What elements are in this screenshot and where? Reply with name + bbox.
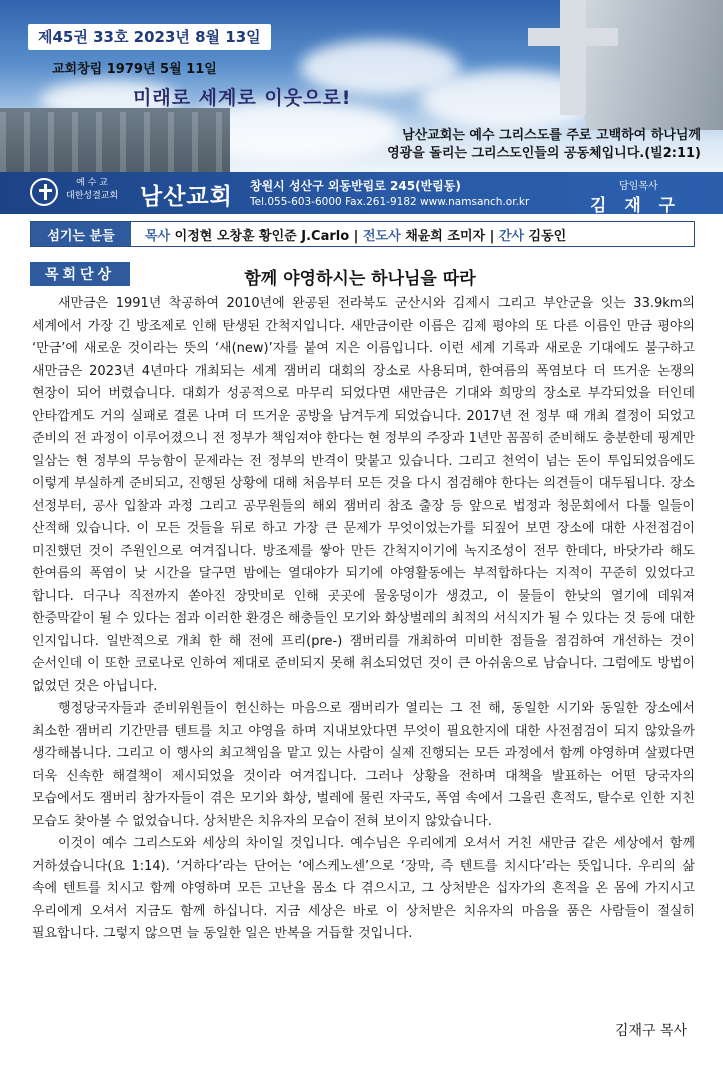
church-address: 창원시 성산구 외동반림로 245(반림동) xyxy=(250,179,461,193)
staff-names: 채윤희 조미자 xyxy=(405,228,486,244)
article-paragraph: 이것이 예수 그리스도와 세상의 차이일 것입니다. 예수님은 우리에게 오셔서 거친 새만금 같은 세상에서 함께 거하셨습니다(요 1:14). ‘거하다’라는 단어는 ‘에스케노센’으로 ‘장막, 즉 텐트를 치시다’라는 뜻입니다. 우리의 삶 속에 텐트를 치시고 함께 야영하며 모든 고난을 몸소 다 겪으시고, 그 상처받은 십자가의 흔적을 온 몸에 가지시고 우리에게 오셔서 지금도 함께 하십니다. 지금 세상은 바로 이 상처받은 치유자의 마음을 품은 사람들이 절실히 필요합니다. 그렇지 않으면 늘 동일한 일은 반복을 거듭할 것입니다. xyxy=(32,836,695,941)
founded-date: 교회창립 1979년 5월 11일 xyxy=(52,62,217,77)
staff-role: 간사 xyxy=(498,228,524,244)
staff-names: 이정현 오창훈 황인준 J.Carlo xyxy=(174,228,350,244)
staff-separator: | xyxy=(485,228,499,244)
staff-box xyxy=(30,221,695,247)
staff-list xyxy=(131,225,566,244)
header-banner xyxy=(0,0,723,172)
building-windows xyxy=(0,112,230,172)
staff-role: 목사 xyxy=(145,228,171,244)
article-body xyxy=(32,293,695,946)
church-name: 남산교회 xyxy=(140,184,233,210)
pastor-label: 담임목사 xyxy=(619,181,658,192)
church-logo-icon xyxy=(30,178,58,206)
mission-statement xyxy=(341,127,701,163)
staff-names: 김동인 xyxy=(528,228,567,244)
issue-line: 제45권 33호 2023년 8월 13일 xyxy=(28,24,271,50)
tower-cross-icon xyxy=(560,0,586,115)
staff-separator: | xyxy=(349,228,363,244)
article-paragraph: 행정당국자들과 준비위원들이 헌신하는 마음으로 잼버리가 열리는 그 전 해, 동일한 시기와 동일한 장소에서 최소한 잼버리 기간만큼 텐트를 치고 야영을 하며 지내보았다면 무엇이 필요한지에 대한 사전점검이 되지 않았을까 생각해봅니다. 그리고 이 행사의 최고책임을 맡고 있는 사람이 실제 진행되는 모든 과정에서 함께 야영하며 살폈다면 더욱 신속한 해결책이 제시되었을 것이라 여겨집니다. 그러나 상황을 전하며 대책을 발표하는 어떤 당국자의 모습에서도 잼버리 참가자들이 겪은 모기와 화상, 벌레에 물린 자국도, 폭염 속에서 그을린 흔적도, 탈수로 인한 지친 모습도 찾아볼 수 없었습니다. 상처받은 치유자의 모습이 전혀 보이지 않았습니다. xyxy=(32,701,695,829)
denomination xyxy=(66,177,118,203)
staff-role: 전도사 xyxy=(362,228,401,244)
church-contact: Tel.055-603-6000 Fax.261-9182 www.namsanch.or.kr xyxy=(250,196,530,208)
article-signature: 김재구 목사 xyxy=(614,1023,687,1039)
tower-cross-bar xyxy=(528,28,618,46)
church-motto: 미래로 세계로 이웃으로! xyxy=(133,87,352,109)
denomination-line: 예 수 교 xyxy=(76,178,108,188)
church-info-strip xyxy=(0,172,723,214)
mission-line: 영광을 돌리는 그리스도인들의 공동체입니다.(빌2:11) xyxy=(387,146,701,161)
column-title: 함께 야영하시는 하나님을 따라 xyxy=(244,269,476,289)
mission-line: 남산교회는 예수 그리스도를 주로 고백하여 하나님께 xyxy=(402,128,701,143)
denomination-line: 대한성결교회 xyxy=(66,191,119,201)
column-label: 목회단상 xyxy=(30,262,130,286)
logo-cross-vertical xyxy=(44,184,47,200)
staff-label: 섬기는 분들 xyxy=(31,222,131,246)
article-paragraph: 새만금은 1991년 착공하여 2010년에 완공된 전라북도 군산시와 김제시 그리고 부안군을 잇는 33.9km의 세계에서 가장 긴 방조제로 인해 탄생된 간척지입니다. 새만금이란 이름은 김제 평야의 또 다른 이름인 만금 평야의 ‘만금’에 새로운 것이라는 뜻의 ‘새(new)’자를 붙여 지은 이름입니다. 이런 세계 기록과 새로운 기대에도 불구하고 새만금은 2023년 4년마다 개최되는 세계 잼버리 대회의 장소로 사용되며, 한여름의 폭염보다 더 뜨거운 논쟁의 현장이 되어 버렸습니다. 대회가 성공적으로 마무리 되었다면 새만금은 기대와 희망의 장소로 부각되었을 터인데 안타깝게도 거의 실패로 결론 나며 더 뜨거운 공방을 남겨두게 되었습니다. 2017년 전 정부 때 개최 결정이 되었고 준비의 전 과정이 이루어졌으니 전 정부가 책임져야 한다는 현 정부의 주장과 1년만 꼼꼼히 준비해도 충분한데 핑계만 일삼는 현 정부의 무능함이 문제라는 전 정부의 반격이 맞붙고 있습니다. 그리고 천억이 넘는 돈이 투입되었음에도 이렇게 부실하게 준비되고, 진행된 상황에 대해 처음부터 모든 것을 다시 점검해야 한다는 의견들이 대두됩니다. 장소 선정부터, 공사 입찰과 과정 그리고 공무원들의 해외 잼버리 참조 출장 등 앞으로 법정과 청문회에서 다툴 일들이 산적해 있습니다. 이 모든 것들을 뒤로 하고 가장 큰 문제가 무엇이었는가를 되짚어 보면 장소에 대한 사전점검이 미진했던 것이 주원인으로 여겨집니다. 방조제를 쌓아 만든 간척지이기에 녹지조성이 전무 한데다, 바닷가라 해도 한여름의 폭염이 낮 시간을 달구면 밤에는 열대야가 되기에 야영활동에는 부적합하다는 지적이 꾸준히 있었다고 합니다. 더구나 직전까지 쏟아진 장맛비로 인해 곳곳에 물웅덩이가 생겼고, 이 물들이 한낮의 열기에 데워져 한증막같이 될 수 있다는 점과 이러한 환경은 해충들인 모기와 화상벌레의 최적의 서식지가 될 수 있다는 것 등에 대한 인지입니다. 일반적으로 개최 한 해 전에 프리(pre-) 잼버리를 개최하여 미비한 점들을 점검하여 개선하는 것이 순서인데 이 또한 코로나로 인하여 제대로 준비되지 못해 취소되었던 것이 큰 아쉬움으로 남습니다. 그럼에도 방법이 없었던 것은 아닙니다. xyxy=(32,296,695,694)
logo-cross-horizontal xyxy=(39,189,52,192)
pastor-name: 김 재 구 xyxy=(590,196,682,216)
